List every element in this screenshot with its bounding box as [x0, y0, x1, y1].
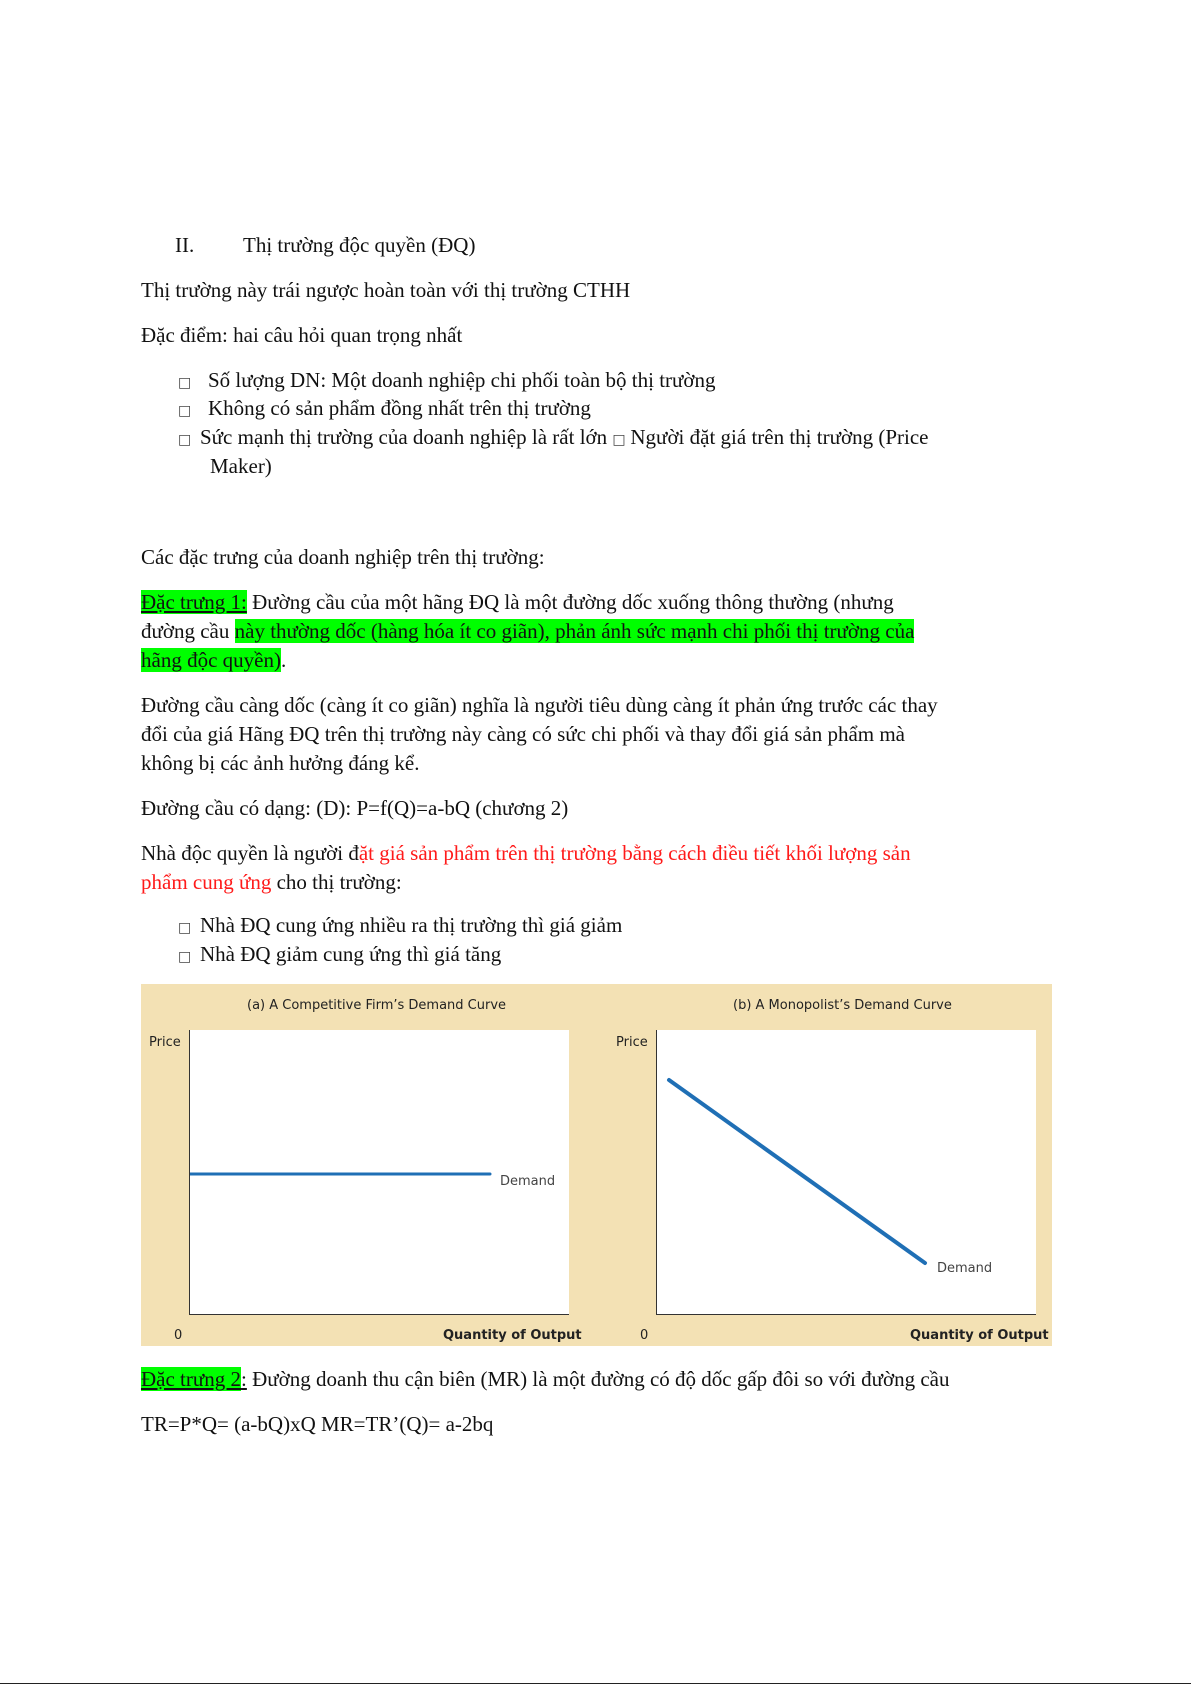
arrow-icon: □ — [612, 432, 626, 448]
list-item: □ Số lượng DN: Một doanh nghiệp chi phối toàn bộ thị trường — [178, 366, 716, 397]
panel-a-plot — [189, 1030, 569, 1315]
list-item: □ Không có sản phẩm đồng nhất trên thị trường — [178, 394, 591, 425]
slope-para-line3: không bị các ảnh hưởng đáng kể. — [141, 751, 420, 775]
bullet-icon: □ — [178, 432, 192, 448]
panel-a-xlabel: Quantity of Output — [443, 1328, 582, 1343]
panel-a-title: (a) A Competitive Firm’s Demand Curve — [247, 998, 507, 1013]
monopolist-line2: phẩm cung ứng cho thị trường: — [141, 870, 402, 894]
bullet-icon: □ — [178, 920, 192, 936]
list-item: □ Nhà ĐQ giảm cung ứng thì giá tăng — [178, 940, 501, 971]
char1-line3: hãng độc quyền). — [141, 648, 287, 672]
char1-line2: đường cầu này thường dốc (hàng hóa ít co giãn), phản ánh sức mạnh chi phối thị trường của — [141, 619, 915, 643]
bullet-icon: □ — [178, 949, 192, 965]
characteristics-heading: Các đặc trưng của doanh nghiệp trên thị trường: — [141, 545, 545, 569]
intro-text: Thị trường này trái ngược hoàn toàn với thị trường CTHH — [141, 278, 631, 302]
demand-curves-figure — [141, 984, 1052, 1346]
panel-b-ylabel: Price — [616, 1035, 648, 1050]
char2-line: Đặc trưng 2: Đường doanh thu cận biên (MR) là một đường có độ dốc gấp đôi so với đường cầu — [141, 1367, 950, 1391]
section-number: II. — [175, 233, 195, 257]
char2-label: Đặc trưng 2 — [141, 1367, 242, 1391]
panel-a-curve-label: Demand — [500, 1174, 556, 1189]
panel-a-origin: 0 — [174, 1328, 183, 1343]
panel-b-curve-label: Demand — [937, 1261, 993, 1276]
demand-form: Đường cầu có dạng: (D): P=f(Q)=a-bQ (chương 2) — [141, 796, 569, 820]
list-item: □ Nhà ĐQ cung ứng nhiều ra thị trường thì giá giảm — [178, 911, 622, 942]
list-item-continuation: Maker) — [210, 454, 272, 478]
tr-mr-formula: TR=P*Q= (a-bQ)xQ MR=TR’(Q)= a-2bq — [141, 1412, 494, 1436]
list-item: □ Sức mạnh thị trường của doanh nghiệp là rất lớn □ Người đặt giá trên thị trường (Price — [178, 423, 928, 454]
panel-b-origin: 0 — [640, 1328, 649, 1343]
monopolist-line1: Nhà độc quyền là người đặt giá sản phẩm trên thị trường bằng cách điều tiết khối lượng sản — [141, 841, 911, 865]
slope-para-line2: đổi của giá Hãng ĐQ trên thị trường này càng có sức chi phối và thay đổi giá sản phẩm mà — [141, 722, 905, 746]
panel-b-xlabel: Quantity of Output — [910, 1328, 1049, 1343]
char1-label: Đặc trưng 1: — [141, 590, 247, 614]
panel-b-plot — [656, 1030, 1036, 1315]
features-heading: Đặc điểm: hai câu hỏi quan trọng nhất — [141, 323, 463, 347]
panel-b-demand-line — [669, 1080, 925, 1263]
slope-para-line1: Đường cầu càng dốc (càng ít co giãn) nghĩa là người tiêu dùng càng ít phản ứng trước các thay — [141, 693, 938, 717]
page-bottom-rule — [0, 1683, 1191, 1684]
bullet-icon: □ — [178, 375, 192, 391]
panel-a-ylabel: Price — [149, 1035, 181, 1050]
section-title: Thị trường độc quyền (ĐQ) — [243, 233, 476, 257]
panel-b-title: (b) A Monopolist’s Demand Curve — [733, 998, 952, 1013]
char1-line1: Đặc trưng 1: Đường cầu của một hãng ĐQ là một đường dốc xuống thông thường (nhưng — [141, 590, 894, 614]
bullet-icon: □ — [178, 403, 192, 419]
